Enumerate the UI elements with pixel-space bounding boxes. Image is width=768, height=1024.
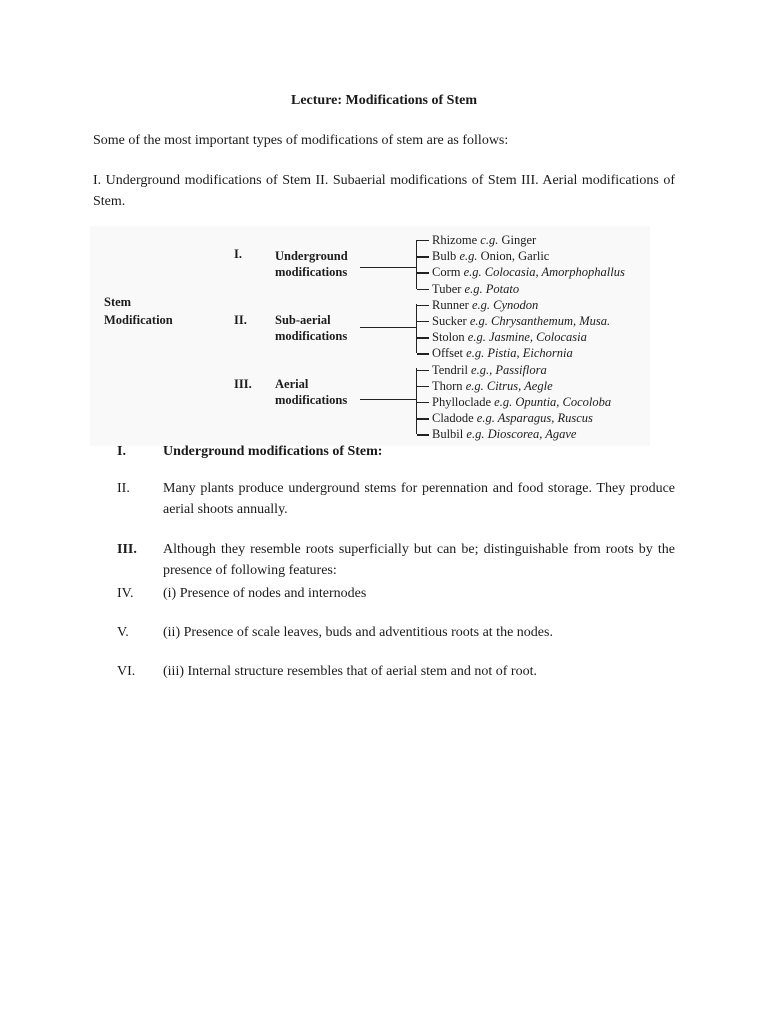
eg-abbreviation: e.g.	[494, 395, 516, 409]
group-2-label-line1: Sub-aerial	[275, 313, 331, 327]
group-3-connector	[360, 399, 416, 400]
modification-item	[432, 297, 538, 313]
modification-item	[432, 394, 611, 410]
modification-item	[432, 329, 587, 345]
branch-tick	[417, 434, 429, 435]
list-item-text: Underground modifications of Stem:	[163, 444, 383, 459]
list-item-text: (iii) Internal structure resembles that of aerial stem and not of root.	[163, 664, 537, 679]
branch-tick	[417, 402, 429, 403]
group-2-connector	[360, 327, 416, 328]
list-item-number: IV.	[117, 586, 134, 601]
modification-example: Jasmine, Colocasia	[488, 330, 587, 345]
eg-abbreviation: e.g.	[467, 330, 489, 345]
list-item-number: II.	[117, 481, 130, 496]
diagram-root-label-line2: Modification	[104, 313, 173, 327]
modification-example: Passiflora	[495, 362, 547, 377]
modification-name: Bulb	[432, 249, 460, 264]
list-item-number: V.	[117, 625, 129, 640]
modification-item	[432, 232, 536, 248]
branch-tick	[417, 272, 429, 273]
modification-item	[432, 378, 553, 394]
modification-example: Ginger	[501, 233, 537, 247]
list-item-number: I.	[117, 444, 126, 459]
modification-item	[432, 345, 573, 361]
eg-abbreviation: e.g.	[469, 314, 492, 328]
modification-item	[432, 410, 593, 426]
modification-name: Tuber	[432, 281, 465, 296]
list-item-text: Although they resemble roots superficially but can be; distinguishable from roots by the presence of following features:	[163, 542, 675, 578]
modification-example: Potato	[485, 281, 520, 296]
branch-tick	[417, 256, 429, 257]
eg-abbreviation: e.g.	[466, 346, 488, 361]
modification-name: Rhizome	[432, 233, 481, 247]
modification-example: Dioscorea, Agave	[487, 427, 577, 442]
modification-example: Pistia, Eichornia	[487, 346, 573, 361]
modification-example: Asparagus, Ruscus	[497, 411, 593, 426]
modification-name: Thorn	[432, 378, 466, 393]
list-item-number: VI.	[117, 664, 136, 679]
branch-tick	[417, 353, 429, 354]
page-title: Lecture: Modifications of Stem	[291, 93, 477, 108]
modification-item	[432, 313, 610, 329]
types-paragraph: I. Underground modifications of Stem II. Subaerial modifications of Stem III. Aerial modifications of Stem.	[93, 173, 675, 209]
branch-tick	[417, 305, 429, 306]
intro-paragraph: Some of the most important types of modifications of stem are as follows:	[93, 133, 509, 148]
stem-modification-diagram	[90, 226, 650, 446]
group-1-label-line2: modifications	[275, 265, 348, 279]
group-1-bracket	[416, 240, 417, 289]
modification-name: Cladode	[432, 411, 477, 426]
group-3-number: III.	[234, 377, 252, 391]
modification-item	[432, 248, 549, 264]
group-2-label-line2: modifications	[275, 329, 348, 343]
modification-name: Corm	[432, 265, 464, 280]
eg-abbreviation: e.g.	[464, 281, 486, 296]
eg-abbreviation: c.g.	[480, 233, 502, 247]
modification-item	[432, 426, 576, 442]
modification-example: Citrus, Aegle	[486, 378, 553, 393]
group-2-bracket	[416, 304, 417, 353]
list-item-number: III.	[117, 542, 137, 557]
modification-example: Opuntia, Cocoloba	[515, 395, 612, 409]
branch-tick	[417, 337, 429, 338]
branch-tick	[417, 289, 429, 290]
eg-abbreviation: e.g.	[466, 427, 488, 442]
group-3-bracket	[416, 368, 417, 434]
list-item-text: Many plants produce underground stems for perennation and food storage. They produce aerial shoots annually.	[163, 481, 675, 517]
modification-name: Bulbil	[432, 427, 467, 442]
modification-name: Sucker	[432, 314, 470, 328]
list-item-text: (i) Presence of nodes and internodes	[163, 586, 367, 601]
list-item-text: (ii) Presence of scale leaves, buds and adventitious roots at the nodes.	[163, 625, 553, 640]
modification-example: Chrysanthemum, Musa.	[491, 314, 611, 328]
modification-name: Phylloclade	[432, 395, 495, 409]
group-1-label-line1: Underground	[275, 249, 348, 263]
branch-tick	[417, 240, 429, 241]
group-1-connector	[360, 267, 416, 268]
eg-abbreviation: e.g.	[465, 378, 487, 393]
modification-item	[432, 281, 519, 297]
group-3-label-line1: Aerial	[275, 377, 309, 391]
eg-abbreviation: e.g.	[476, 411, 498, 426]
modification-name: Tendril	[432, 362, 472, 377]
group-1-number: I.	[234, 247, 242, 261]
modification-item	[432, 264, 625, 280]
eg-abbreviation: e.g.	[463, 265, 485, 280]
modification-name: Runner	[432, 297, 472, 312]
eg-abbreviation: e.g.,	[471, 362, 496, 377]
eg-abbreviation: e.g.	[459, 249, 481, 264]
diagram-root-label-line1: Stem	[104, 295, 132, 309]
modification-name: Stolon	[432, 330, 468, 345]
branch-tick	[417, 418, 429, 419]
modification-item	[432, 362, 547, 378]
modification-name: Offset	[432, 346, 467, 361]
branch-tick	[417, 370, 429, 371]
group-3-label-line2: modifications	[275, 393, 348, 407]
modification-example: Onion, Garlic	[480, 249, 550, 264]
branch-tick	[417, 321, 429, 322]
modification-example: Cynodon	[493, 297, 539, 312]
branch-tick	[417, 386, 429, 387]
modification-example: Colocasia, Amorphophallus	[484, 265, 625, 280]
eg-abbreviation: e.g.	[471, 297, 494, 312]
group-2-number: II.	[234, 313, 247, 327]
